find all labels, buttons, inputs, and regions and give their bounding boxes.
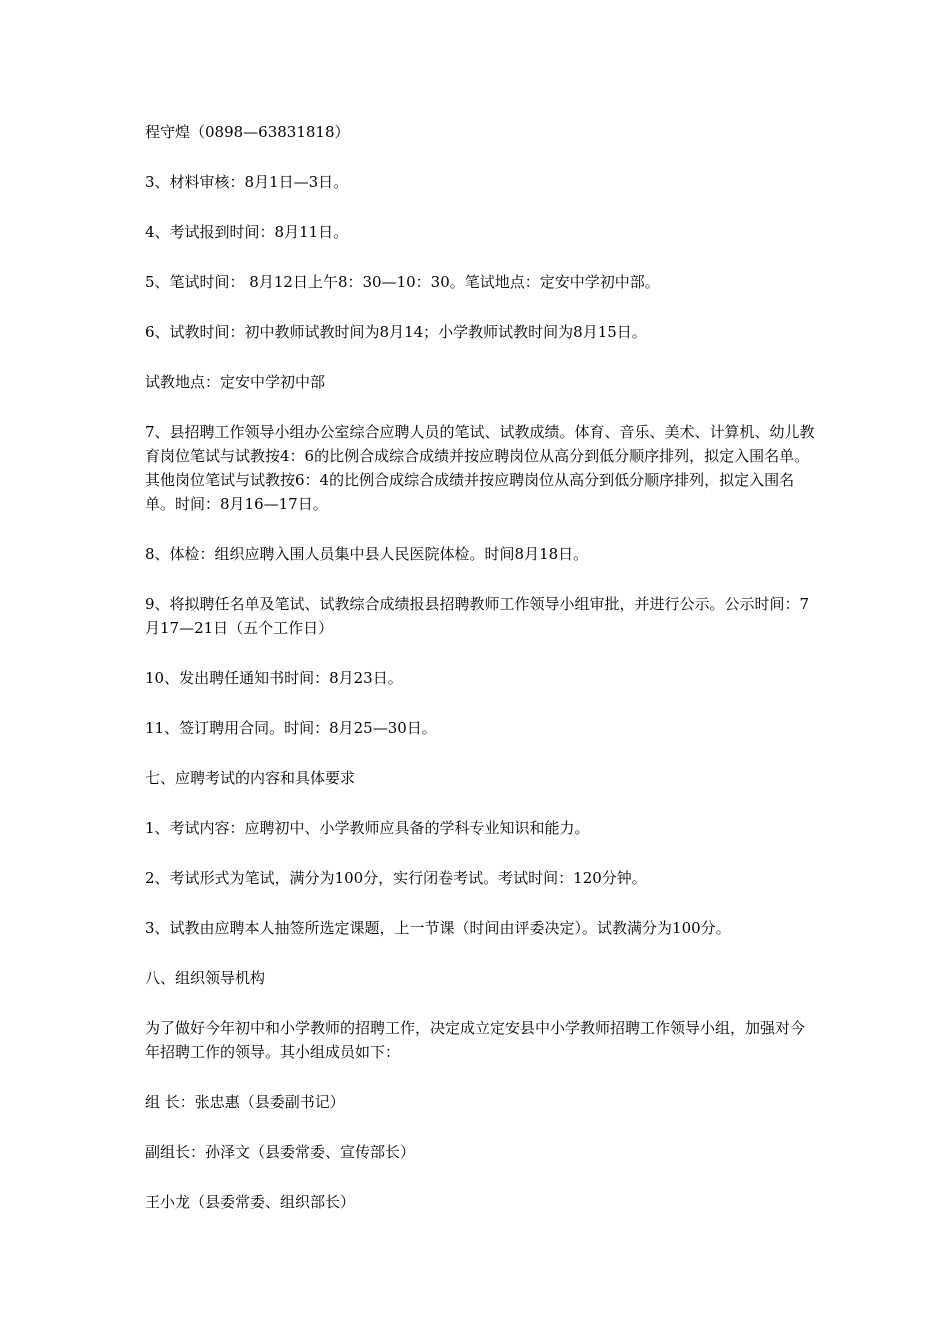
paragraph-publicity: 9、将拟聘任名单及笔试、试教综合成绩报县招聘教师工作领导小组审批，并进行公示。公示时间：7月17—21日（五个工作日）	[145, 595, 810, 637]
document-body	[145, 120, 815, 1240]
paragraph-trial-teaching-time: 6、试教时间：初中教师试教时间为8月14；小学教师试教时间为8月15日。	[145, 323, 647, 341]
paragraph-score-combination: 7、县招聘工作领导小组办公室综合应聘人员的笔试、试教成绩。体育、音乐、美术、计算机、幼儿教育岗位笔试与试教按4：6的比例合成综合成绩并按应聘岗位从高分到低分顺序排列，拟定入围名单。其他岗位笔试与试教按6：4的比例合成综合成绩并按应聘岗位从高分到低分顺序排列，拟定入围名单。时间：8月16—17日。	[145, 423, 815, 513]
section-heading-exam-content: 七、应聘考试的内容和具体要求	[145, 769, 356, 787]
section-heading-leadership: 八、组织领导机构	[145, 969, 266, 987]
paragraph-exam-format: 2、考试形式为笔试，满分为100分，实行闭卷考试。考试时间：120分钟。	[145, 869, 647, 887]
paragraph-leadership-intro: 为了做好今年初中和小学教师的招聘工作，决定成立定安县中小学教师招聘工作领导小组，加强对今年招聘工作的领导。其小组成员如下：	[145, 1019, 806, 1061]
paragraph-notice: 10、发出聘任通知书时间：8月23日。	[145, 669, 403, 687]
paragraph-deputy-leader: 副组长：孙泽文（县委常委、宣传部长）	[145, 1143, 416, 1161]
paragraph-group-leader: 组 长：张忠惠（县委副书记）	[145, 1093, 345, 1111]
paragraph-exam-registration: 4、考试报到时间：8月11日。	[145, 223, 349, 241]
paragraph-written-exam: 5、笔试时间： 8月12日上午8：30—10：30。笔试地点：定安中学初中部。	[145, 273, 660, 291]
paragraph-material-review: 3、材料审核：8月1日—3日。	[145, 173, 349, 191]
paragraph-exam-content: 1、考试内容：应聘初中、小学教师应具备的学科专业知识和能力。	[145, 819, 590, 837]
paragraph-contract: 11、签订聘用合同。时间：8月25—30日。	[145, 719, 437, 737]
paragraph-member: 王小龙（县委常委、组织部长）	[145, 1193, 356, 1211]
paragraph-trial-teaching-location: 试教地点：定安中学初中部	[145, 373, 326, 391]
paragraph-physical-exam: 8、体检：组织应聘入围人员集中县人民医院体检。时间8月18日。	[145, 545, 589, 563]
paragraph-trial-teaching-rules: 3、试教由应聘本人抽签所选定课题，上一节课（时间由评委决定）。试教满分为100分。	[145, 919, 731, 937]
paragraph-contact: 程守煌（0898—63831818）	[145, 123, 350, 141]
